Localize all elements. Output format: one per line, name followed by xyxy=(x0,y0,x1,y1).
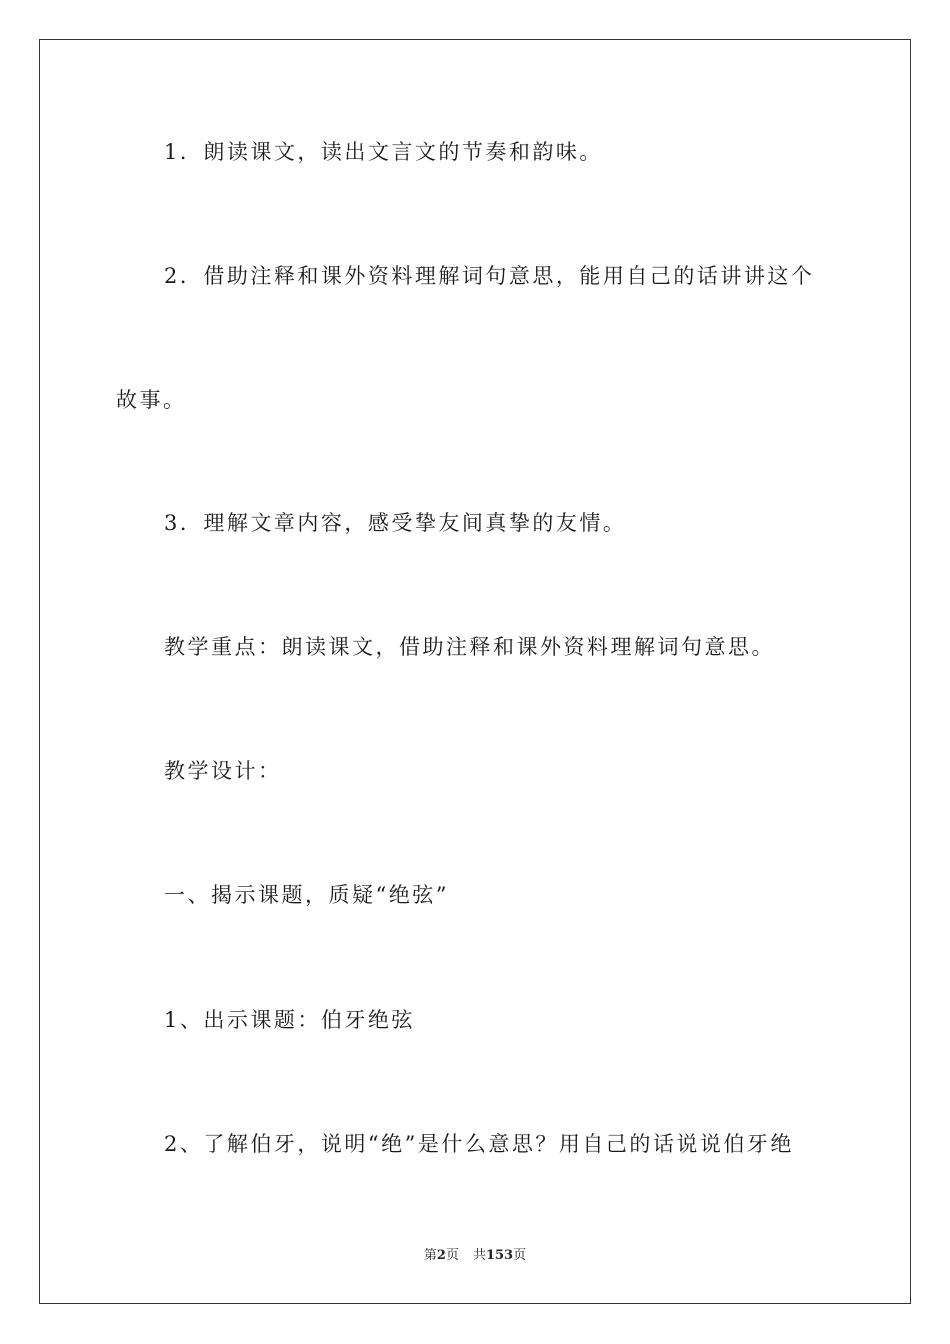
page-footer xyxy=(0,1247,950,1265)
paragraph-objective-2: 2．借助注释和课外资料理解词句意思，能用自己的话讲讲这个 xyxy=(164,264,815,288)
paragraph-step-2: 2、了解伯牙，说明“绝”是什么意思？用自己的话说说伯牙绝 xyxy=(164,1132,794,1156)
paragraph-teaching-focus: 教学重点：朗读课文，借助注释和课外资料理解词句意思。 xyxy=(164,635,775,659)
paragraph-objective-1: 1．朗读课文，读出文言文的节奏和韵味。 xyxy=(164,140,603,164)
page-border xyxy=(39,39,911,1304)
footer-page-number: 2 xyxy=(436,1248,446,1263)
footer-total-prefix: 共 xyxy=(472,1248,486,1263)
paragraph-objective-3: 3．理解文章内容，感受挚友间真挚的友情。 xyxy=(164,511,627,535)
footer-total-pages: 153 xyxy=(485,1248,514,1263)
paragraph-teaching-design: 教学设计： xyxy=(164,759,282,783)
paragraph-step-1: 1、出示课题：伯牙绝弦 xyxy=(164,1008,415,1032)
paragraph-objective-2-continued: 故事。 xyxy=(116,388,187,412)
footer-page-prefix: 第 xyxy=(423,1248,437,1263)
footer-total-suffix: 页 xyxy=(513,1248,527,1263)
section-heading-1: 一、揭示课题，质疑“绝弦” xyxy=(164,883,449,907)
footer-page-suffix: 页 xyxy=(445,1248,459,1263)
